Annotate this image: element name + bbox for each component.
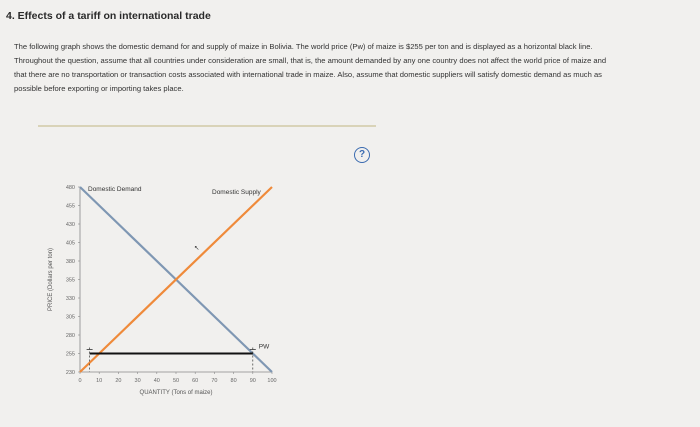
- y-tick-label: 255: [65, 351, 75, 358]
- y-tick-label: 230: [65, 370, 75, 376]
- y-axis-title: PRICE (Dollars per ton): [48, 247, 54, 312]
- y-tick-label: 380: [65, 259, 75, 265]
- y-tick-label: 480: [65, 185, 75, 191]
- world-price-label: PW: [258, 343, 270, 351]
- y-tick-label: 405: [65, 240, 75, 247]
- x-axis-title: QUANTITY (Tons of maize): [139, 390, 213, 396]
- x-tick-label: 20: [115, 378, 122, 384]
- question-text: The following graph shows the domestic demand for and supply of maize in Bolivia. The world price (Pw) of maize is $255 per ton and is displayed as a horizontal black line. Throughout the question, assume that all countries under consideration are small, that is, the amount demanded by any one country does not affect the world price of maize and that there are no transportation or transaction costs associated with international trade in maize. Also, assume that domestic suppliers will satisfy domestic demand as much as possible before exporting or importing takes place.: [14, 42, 607, 93]
- demand-label: Domestic Demand: [88, 186, 142, 193]
- x-tick-label: 90: [249, 378, 256, 384]
- x-tick-label: 10: [96, 378, 103, 384]
- x-tick-label: 0: [78, 378, 82, 384]
- x-tick-label: 50: [172, 378, 180, 384]
- x-tick-label: 70: [211, 378, 218, 384]
- help-icon[interactable]: ?: [354, 147, 370, 163]
- question-title: 4. Effects of a tariff on international trade: [6, 10, 211, 22]
- x-tick-label: 60: [192, 378, 199, 384]
- y-tick-label: 455: [65, 203, 75, 210]
- x-tick-label: 40: [153, 378, 160, 384]
- y-tick-label: 330: [65, 296, 75, 302]
- y-tick-label: 430: [65, 222, 75, 228]
- y-tick-label: 305: [65, 314, 75, 321]
- x-tick-label: 30: [134, 378, 141, 384]
- cursor-icon: ↖: [194, 245, 200, 252]
- x-tick-label: 100: [267, 378, 277, 384]
- supply-label: Domestic Supply: [212, 189, 261, 196]
- y-tick-label: 355: [65, 277, 75, 284]
- x-tick-label: 80: [230, 378, 237, 384]
- y-tick-label: 280: [65, 333, 75, 339]
